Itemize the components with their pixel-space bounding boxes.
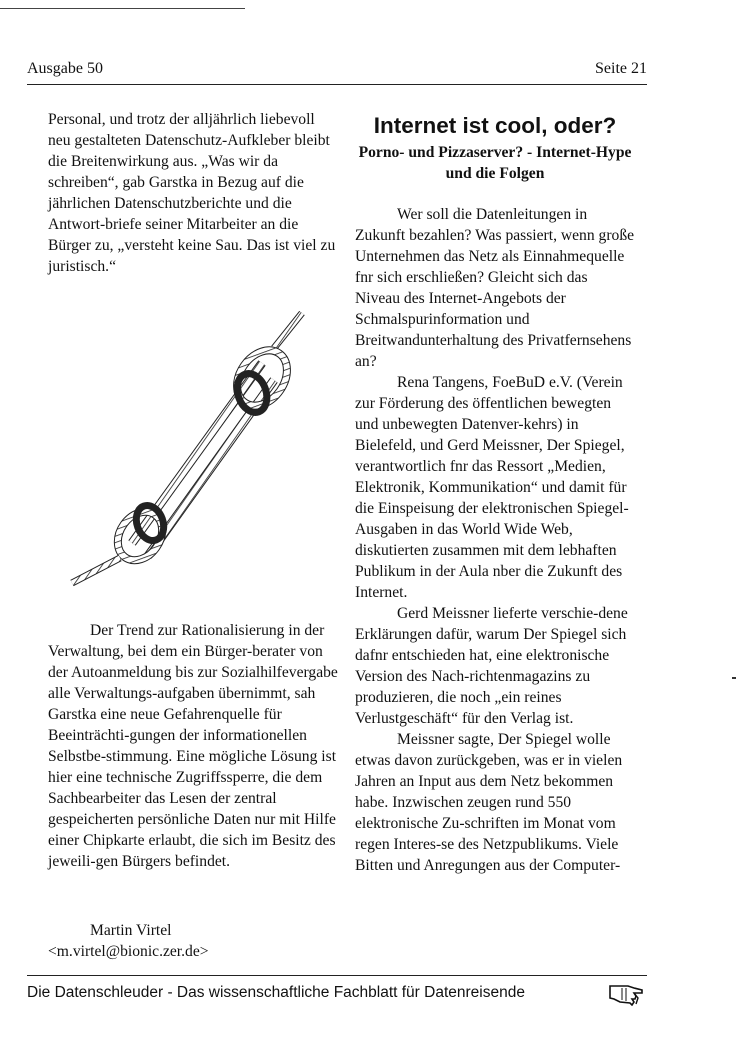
left-paragraph-top: Personal, und trotz der alljährlich liebevoll neu gestalteten Datenschutz-Aufkleber bleibt die Breitenwirkung aus. „Was wir da schreiben“, gab Garstka in Bezug auf die jährlichen Datenschutzberichte und die Antwort-briefe seiner Mitarbeiter an die Bürger zu, „versteht keine Sau. Das ist viel zu juristisch.“: [48, 111, 336, 275]
footer-text: Die Datenschleuder - Das wissenschaftliche Fachblatt für Datenreisende: [27, 984, 525, 1001]
author-signature: [48, 920, 209, 962]
left-column-top: [48, 109, 338, 277]
right-paragraph-2: Rena Tangens, FoeBuD e.V. (Verein zur Förderung des öffentlichen bewegten und unbewegten Datenver-kehrs) in Bielefeld, und Gerd Meissner, Der Spiegel, verantwortlich fnr das Ressort „Medien, Elektronik, Kommunikation“ und damit für die Einspeisung der elektronischen Spiegel-Ausgaben in das World Wide Web, diskutierten zusammen mit dem lebhaften Publikum in der Aula nber die Zukunft des Internet.: [355, 374, 629, 601]
left-column-bottom: [48, 620, 338, 872]
article-subtitle: Porno- und Pizzaserver? - Internet-Hype und die Folgen: [358, 144, 632, 182]
right-paragraph-4: Meissner sagte, Der Spiegel wolle etwas davon zurückgeben, was er in vielen Jahren an Input aus dem Netz bekommen habe. Inzwischen zeugen rund 550 elektronische Zu-schriften im Monat vom regen Interes-se des Netzpublikums. Viele Bitten und Anregungen aus der Computer-: [355, 731, 623, 874]
right-column-body: [355, 204, 635, 876]
pointing-hand-icon: [608, 980, 644, 1006]
right-paragraph-1: Wer soll die Datenleitungen in Zukunft bezahlen? Was passiert, wenn große Unternehmen das Netz als Einnahmequelle fnr sich erschließen? Gleicht sich das Niveau des Internet-Angebots der Schmalspurinformation und Breitwandunterhaltung des Privatfernsehens an?: [355, 206, 635, 370]
running-footer: [27, 975, 647, 1001]
left-paragraph-bottom: Der Trend zur Rationalisierung in der Verwaltung, bei dem ein Bürger-berater von der Autoanmeldung bis zur Sozialhilfevergabe alle Verwaltungs-aufgaben übernimmt, sah Garstka eine neue Gefahrenquelle für Beeinträchti-gungen der informationellen Selbstbe-stimmung. Eine mögliche Lösung ist hier eine technische Zugriffssperre, die dem Sachbearbeiter das Lesen der zentral gespeicherten persönliche Daten nur mit Hilfe einer Chipkarte erlaubt, die sich im Besitz des jeweili-gen Bürgers befindet.: [48, 622, 338, 870]
scan-speck: [732, 677, 736, 679]
article-title: Internet ist cool, oder?: [373, 113, 617, 138]
right-paragraph-3: Gerd Meissner lieferte verschie-dene Erklärungen dafür, warum Der Spiegel sich dafnr entschieden hat, eine elektronische Version des Nach-richtenmagazins zu produzieren, die noch „ein reines Verlustgeschäft“ für den Verlag ist.: [355, 605, 628, 727]
scan-artifact-line: [0, 8, 245, 9]
page-number: Seite 21: [595, 60, 647, 77]
issue-number: Ausgabe 50: [27, 60, 103, 77]
running-header: [27, 60, 647, 85]
author-email: <m.virtel@bionic.zer.de>: [48, 943, 209, 960]
author-name: Martin Virtel: [90, 922, 172, 939]
rope-knot-illustration: [62, 308, 312, 588]
